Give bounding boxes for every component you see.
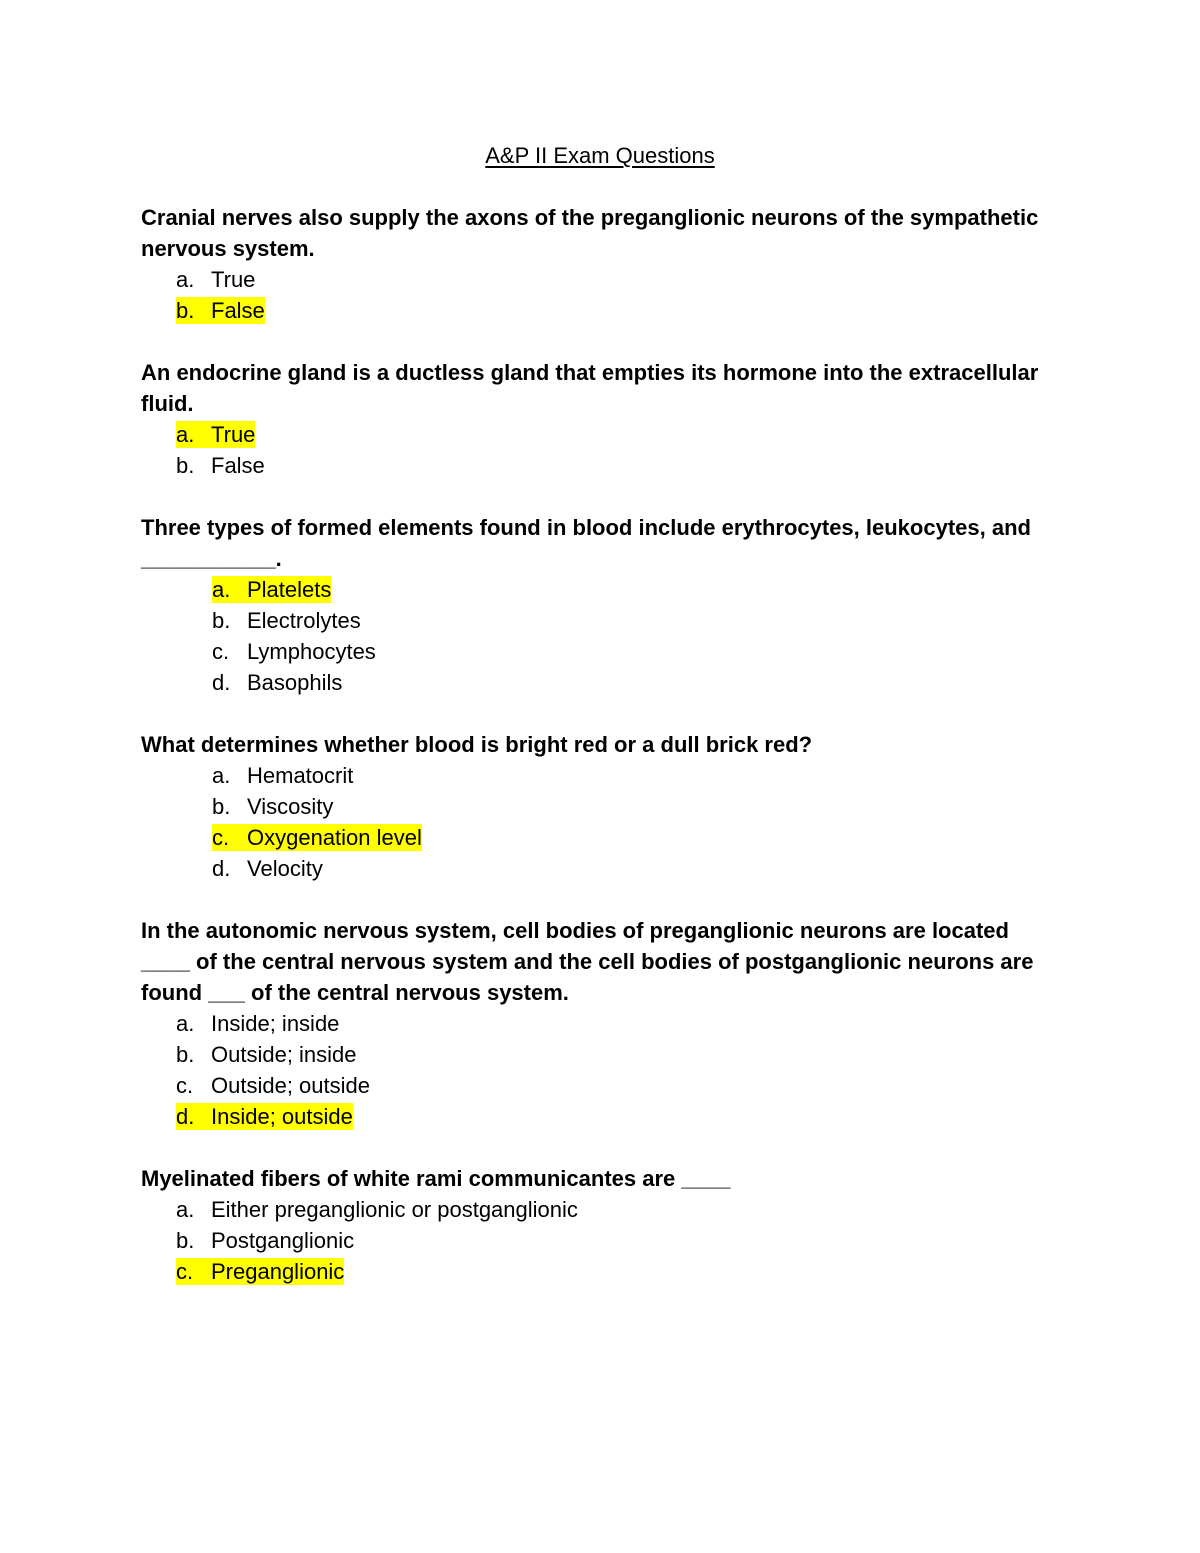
option-letter: b. [176,298,195,323]
option-text: False [211,298,265,323]
answer-options [141,264,1061,326]
option-letter: b. [176,453,195,478]
question-5 [141,915,1061,1132]
answer-options [141,1008,1061,1132]
question-text: What determines whether blood is bright red or a dull brick red? [141,732,813,757]
option-text: Postganglionic [211,1228,355,1253]
question-text: Cranial nerves also supply the axons of the preganglionic neurons of the sympathetic nervous system. [141,205,1039,261]
question-text: An endocrine gland is a ductless gland that empties its hormone into the extracellular fluid. [141,360,1039,416]
option-text: Velocity [247,856,323,881]
option-letter: a. [212,577,231,602]
answer-option-content [212,855,323,882]
option-text: Oxygenation level [247,825,422,850]
answer-option [141,791,1061,822]
document-title: A&P II Exam Questions [485,143,715,168]
question-text: In the autonomic nervous system, cell bodies of preganglionic neurons are located ____ of the central nervous system and the cell bodies of postganglionic neurons are found ___ of the central nervous system. [141,918,1034,1005]
answer-option-content [212,762,353,789]
option-text: Basophils [247,670,343,695]
option-letter: b. [212,608,231,633]
option-text: True [211,422,256,447]
answer-option [141,667,1061,698]
answer-option-correct [141,419,1061,450]
question-2 [141,357,1061,481]
answer-options [141,419,1061,481]
option-letter: b. [176,1228,195,1253]
answer-option-content [212,793,333,820]
question-4 [141,729,1061,884]
option-text: Electrolytes [247,608,361,633]
answer-option-content [176,266,255,293]
answer-option-content [176,452,265,479]
option-letter: d. [212,856,231,881]
answer-option-content [176,1258,344,1285]
answer-option-content [212,576,331,603]
option-text: False [211,453,265,478]
answer-option [141,1194,1061,1225]
option-text: Inside; outside [211,1104,353,1129]
answer-option-content [176,1041,357,1068]
option-letter: d. [212,670,231,695]
answer-option-content [212,824,422,851]
answer-option-content [212,607,361,634]
answer-option-content [212,669,342,696]
option-letter: a. [176,422,195,447]
answer-option-content [212,638,376,665]
answer-option [141,264,1061,295]
answer-option-content [176,1072,370,1099]
answer-option-content [176,1103,353,1130]
question-3 [141,512,1061,698]
option-text: Viscosity [247,794,334,819]
answer-options [141,760,1061,884]
option-text: Platelets [247,577,332,602]
option-text: Outside; inside [211,1042,357,1067]
answer-option [141,1008,1061,1039]
answer-option-content [176,421,255,448]
answer-option-correct [141,295,1061,326]
answer-option [141,1070,1061,1101]
answer-options [141,1194,1061,1287]
question-text: Three types of formed elements found in blood include erythrocytes, leukocytes, and ___________. [141,515,1031,571]
option-letter: a. [176,1011,195,1036]
question-list [141,202,1061,1318]
answer-options [141,574,1061,698]
option-text: Outside; outside [211,1073,370,1098]
option-letter: a. [212,763,231,788]
option-text: Preganglionic [211,1259,345,1284]
question-1 [141,202,1061,326]
option-letter: a. [176,1197,195,1222]
option-letter: d. [176,1104,195,1129]
option-letter: c. [176,1259,194,1284]
question-6 [141,1163,1061,1287]
option-letter: c. [176,1073,194,1098]
question-text: Myelinated fibers of white rami communicantes are ____ [141,1166,731,1191]
option-text: Lymphocytes [247,639,376,664]
option-letter: b. [176,1042,195,1067]
answer-option [141,1225,1061,1256]
option-letter: c. [212,825,230,850]
answer-option-content [176,1196,578,1223]
option-text: Hematocrit [247,763,354,788]
answer-option-content [176,1010,339,1037]
answer-option-correct [141,1256,1061,1287]
answer-option-correct [141,822,1061,853]
answer-option [141,760,1061,791]
option-text: Inside; inside [211,1011,340,1036]
option-letter: c. [212,639,230,664]
answer-option [141,636,1061,667]
answer-option-correct [141,574,1061,605]
answer-option-content [176,1227,354,1254]
option-letter: b. [212,794,231,819]
answer-option [141,1039,1061,1070]
answer-option-content [176,297,265,324]
answer-option [141,450,1061,481]
option-letter: a. [176,267,195,292]
option-text: True [211,267,256,292]
answer-option [141,605,1061,636]
option-text: Either preganglionic or postganglionic [211,1197,578,1222]
answer-option-correct [141,1101,1061,1132]
answer-option [141,853,1061,884]
